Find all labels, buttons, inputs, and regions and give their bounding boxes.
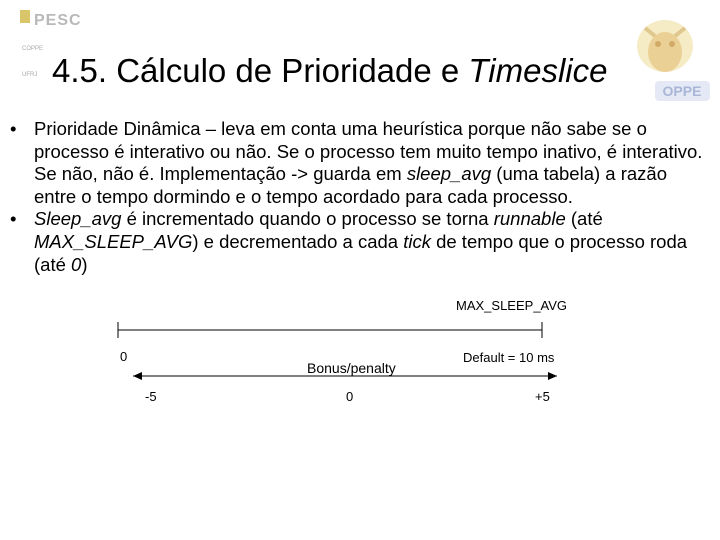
- axis-right-arrow-icon: [548, 372, 557, 380]
- italic-term: MAX_SLEEP_AVG: [34, 230, 193, 252]
- italic-term: 0: [71, 253, 82, 275]
- logo-text: PESC: [34, 12, 82, 29]
- italic-term: runnable: [493, 208, 566, 230]
- side-label-bottom: UFRJ: [22, 72, 38, 78]
- title-emphasis: Timeslice: [468, 52, 608, 89]
- svg-text:OPPE: OPPE: [662, 83, 702, 99]
- axis-left-arrow-icon: [133, 372, 142, 380]
- italic-term: sleep_avg: [406, 163, 492, 185]
- bonus-penalty-label: Bonus/penalty: [307, 360, 396, 376]
- bullet-dot: •: [10, 208, 17, 230]
- text-run: de tempo que o processo roda (até: [34, 230, 688, 275]
- text-run: ): [81, 253, 88, 275]
- side-label-top: COPPE: [22, 46, 44, 52]
- max-sleep-avg-label: MAX_SLEEP_AVG: [456, 298, 568, 313]
- text-run: é incrementado quando o processo se torna: [121, 208, 494, 230]
- bullet-dot: •: [10, 118, 17, 139]
- tick-label-max: +5: [535, 389, 550, 404]
- italic-term: tick: [403, 230, 431, 252]
- italic-term: Sleep_avg: [34, 208, 122, 230]
- default-timeslice-label: Default = 10 ms: [463, 350, 555, 365]
- text-run: Prioridade Dinâmica – leva em conta uma heurística porque não sabe se o processo é interativo ou não. Se o processo tem muito tempo inativo, é interativo. Se não, não é. Implementação -> guarda em: [34, 118, 703, 185]
- tick-label-min: -5: [145, 389, 157, 404]
- slide-title: 4.5. Cálculo de Prioridade e Timeslice: [52, 52, 608, 89]
- zero-label: 0: [120, 349, 128, 364]
- text-run: (uma tabela) a razão entre o tempo dormindo e o tempo acordado para cada processo.: [34, 163, 667, 207]
- tick-label-mid: 0: [346, 389, 354, 404]
- text-run: ) e decrementado a cada: [192, 230, 404, 252]
- text-run: (até: [565, 208, 603, 230]
